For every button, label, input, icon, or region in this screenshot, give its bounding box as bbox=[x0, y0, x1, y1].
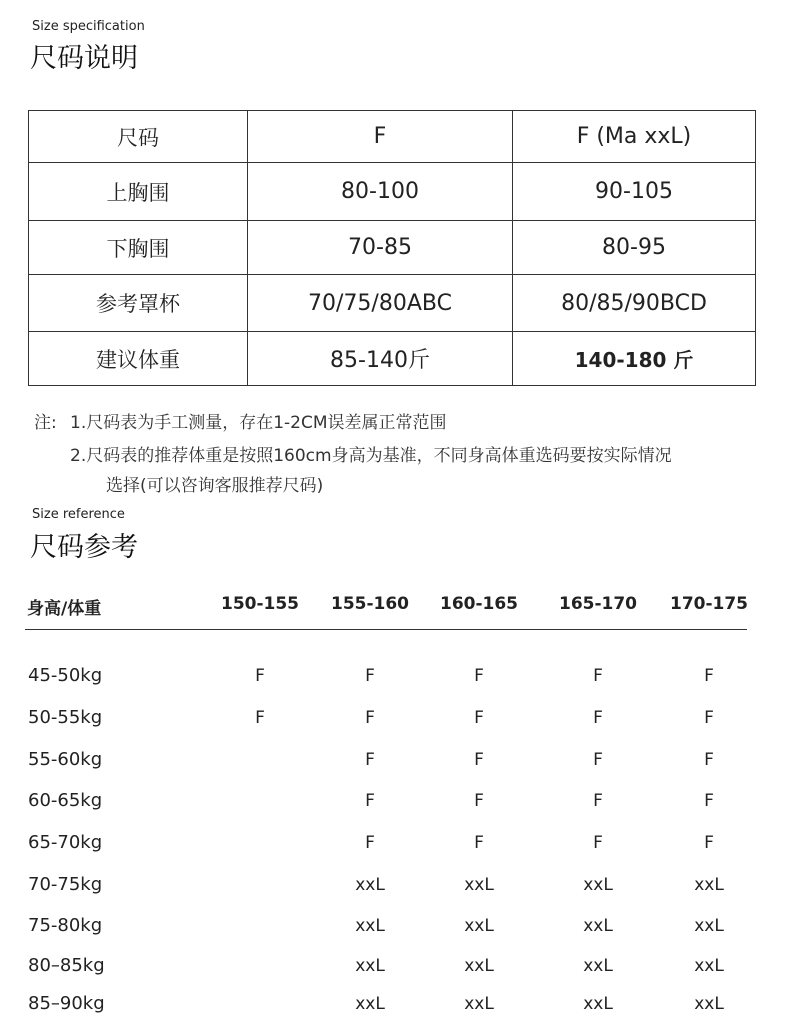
ref-weight-label: 60-65kg bbox=[28, 790, 103, 811]
ref-size-cell: F bbox=[704, 833, 714, 853]
ref-size-cell: xxL bbox=[583, 956, 613, 976]
ref-size-cell: F bbox=[593, 666, 603, 686]
ref-size-cell: xxL bbox=[694, 994, 724, 1014]
ref-size-cell: xxL bbox=[464, 994, 494, 1014]
ref-size-cell: F bbox=[474, 708, 484, 728]
ref-subtitle: Size reference bbox=[32, 507, 125, 522]
ref-corner-label: 身高/体重 bbox=[27, 599, 102, 619]
ref-size-cell: F bbox=[255, 666, 265, 686]
ref-size-cell: xxL bbox=[694, 875, 724, 895]
ref-size-cell: F bbox=[593, 791, 603, 811]
ref-size-cell: F bbox=[474, 833, 484, 853]
header-divider bbox=[25, 629, 747, 630]
ref-size-cell: F bbox=[365, 750, 375, 770]
header-cell-fxxl: F (Ma xxL) bbox=[513, 111, 756, 163]
spec-cell-fxxl: 80-95 bbox=[513, 221, 756, 275]
ref-size-cell: xxL bbox=[583, 994, 613, 1014]
ref-height-header: 150-155 bbox=[220, 594, 300, 614]
ref-size-cell: F bbox=[474, 791, 484, 811]
ref-size-cell: F bbox=[365, 791, 375, 811]
ref-size-cell: xxL bbox=[464, 916, 494, 936]
spec-cell-f: 80-100 bbox=[248, 163, 513, 221]
ref-title: 尺码参考 bbox=[30, 532, 138, 563]
ref-size-cell: F bbox=[593, 750, 603, 770]
ref-size-cell: xxL bbox=[694, 956, 724, 976]
ref-weight-label: 65-70kg bbox=[28, 832, 103, 853]
spec-row bbox=[29, 163, 756, 221]
spec-row bbox=[29, 332, 756, 386]
ref-weight-label: 85–90kg bbox=[28, 993, 105, 1014]
ref-weight-label: 55-60kg bbox=[28, 749, 103, 770]
spec-row-label: 建议体重 bbox=[29, 332, 248, 386]
ref-size-cell: F bbox=[474, 666, 484, 686]
spec-row-label: 下胸围 bbox=[29, 221, 248, 275]
ref-size-cell: F bbox=[365, 708, 375, 728]
ref-weight-label: 75-80kg bbox=[28, 915, 103, 936]
size-spec-table bbox=[28, 110, 756, 386]
ref-height-header: 155-160 bbox=[330, 594, 410, 614]
ref-weight-label: 70-75kg bbox=[28, 874, 103, 895]
ref-size-cell: F bbox=[365, 833, 375, 853]
header-cell-f: F bbox=[248, 111, 513, 163]
spec-cell-f: 85-140斤 bbox=[248, 332, 513, 386]
note-line-3: 选择(可以咨询客服推荐尺码) bbox=[106, 476, 324, 496]
ref-weight-label: 80–85kg bbox=[28, 955, 105, 976]
ref-size-cell: xxL bbox=[464, 956, 494, 976]
ref-height-header: 165-170 bbox=[558, 594, 638, 614]
ref-size-cell: F bbox=[704, 666, 714, 686]
spec-cell-fxxl: 90-105 bbox=[513, 163, 756, 221]
ref-size-cell: xxL bbox=[464, 875, 494, 895]
ref-size-cell: F bbox=[704, 791, 714, 811]
spec-header-row bbox=[29, 111, 756, 163]
ref-size-cell: F bbox=[474, 750, 484, 770]
spec-subtitle: Size specification bbox=[32, 19, 145, 34]
ref-size-cell: xxL bbox=[355, 916, 385, 936]
ref-size-cell: F bbox=[255, 708, 265, 728]
ref-size-cell: xxL bbox=[355, 956, 385, 976]
ref-size-cell: xxL bbox=[583, 916, 613, 936]
ref-size-cell: F bbox=[593, 833, 603, 853]
ref-size-cell: xxL bbox=[355, 994, 385, 1014]
spec-cell-fxxl: 80/85/90BCD bbox=[513, 275, 756, 332]
spec-cell-fxxl: 140-180 斤 bbox=[513, 332, 756, 386]
ref-size-cell: F bbox=[365, 666, 375, 686]
spec-row bbox=[29, 221, 756, 275]
ref-size-cell: xxL bbox=[355, 875, 385, 895]
ref-height-header: 170-175 bbox=[669, 594, 749, 614]
spec-cell-f: 70/75/80ABC bbox=[248, 275, 513, 332]
ref-size-cell: F bbox=[704, 750, 714, 770]
note-line-1: 1.尺码表为手工测量，存在1-2CM误差属正常范围 bbox=[70, 413, 447, 433]
spec-cell-f: 70-85 bbox=[248, 221, 513, 275]
spec-row-label: 上胸围 bbox=[29, 163, 248, 221]
spec-title: 尺码说明 bbox=[30, 43, 138, 74]
spec-row bbox=[29, 275, 756, 332]
ref-size-cell: xxL bbox=[583, 875, 613, 895]
note-prefix: 注: bbox=[34, 413, 57, 433]
ref-size-cell: xxL bbox=[694, 916, 724, 936]
ref-weight-label: 45-50kg bbox=[28, 665, 103, 686]
note-line-2: 2.尺码表的推荐体重是按照160cm身高为基准，不同身高体重选码要按实际情况 bbox=[70, 446, 672, 466]
ref-size-cell: F bbox=[593, 708, 603, 728]
ref-size-cell: F bbox=[704, 708, 714, 728]
ref-weight-label: 50-55kg bbox=[28, 707, 103, 728]
spec-row-label: 参考罩杯 bbox=[29, 275, 248, 332]
ref-height-header: 160-165 bbox=[439, 594, 519, 614]
header-cell-size: 尺码 bbox=[29, 111, 248, 163]
